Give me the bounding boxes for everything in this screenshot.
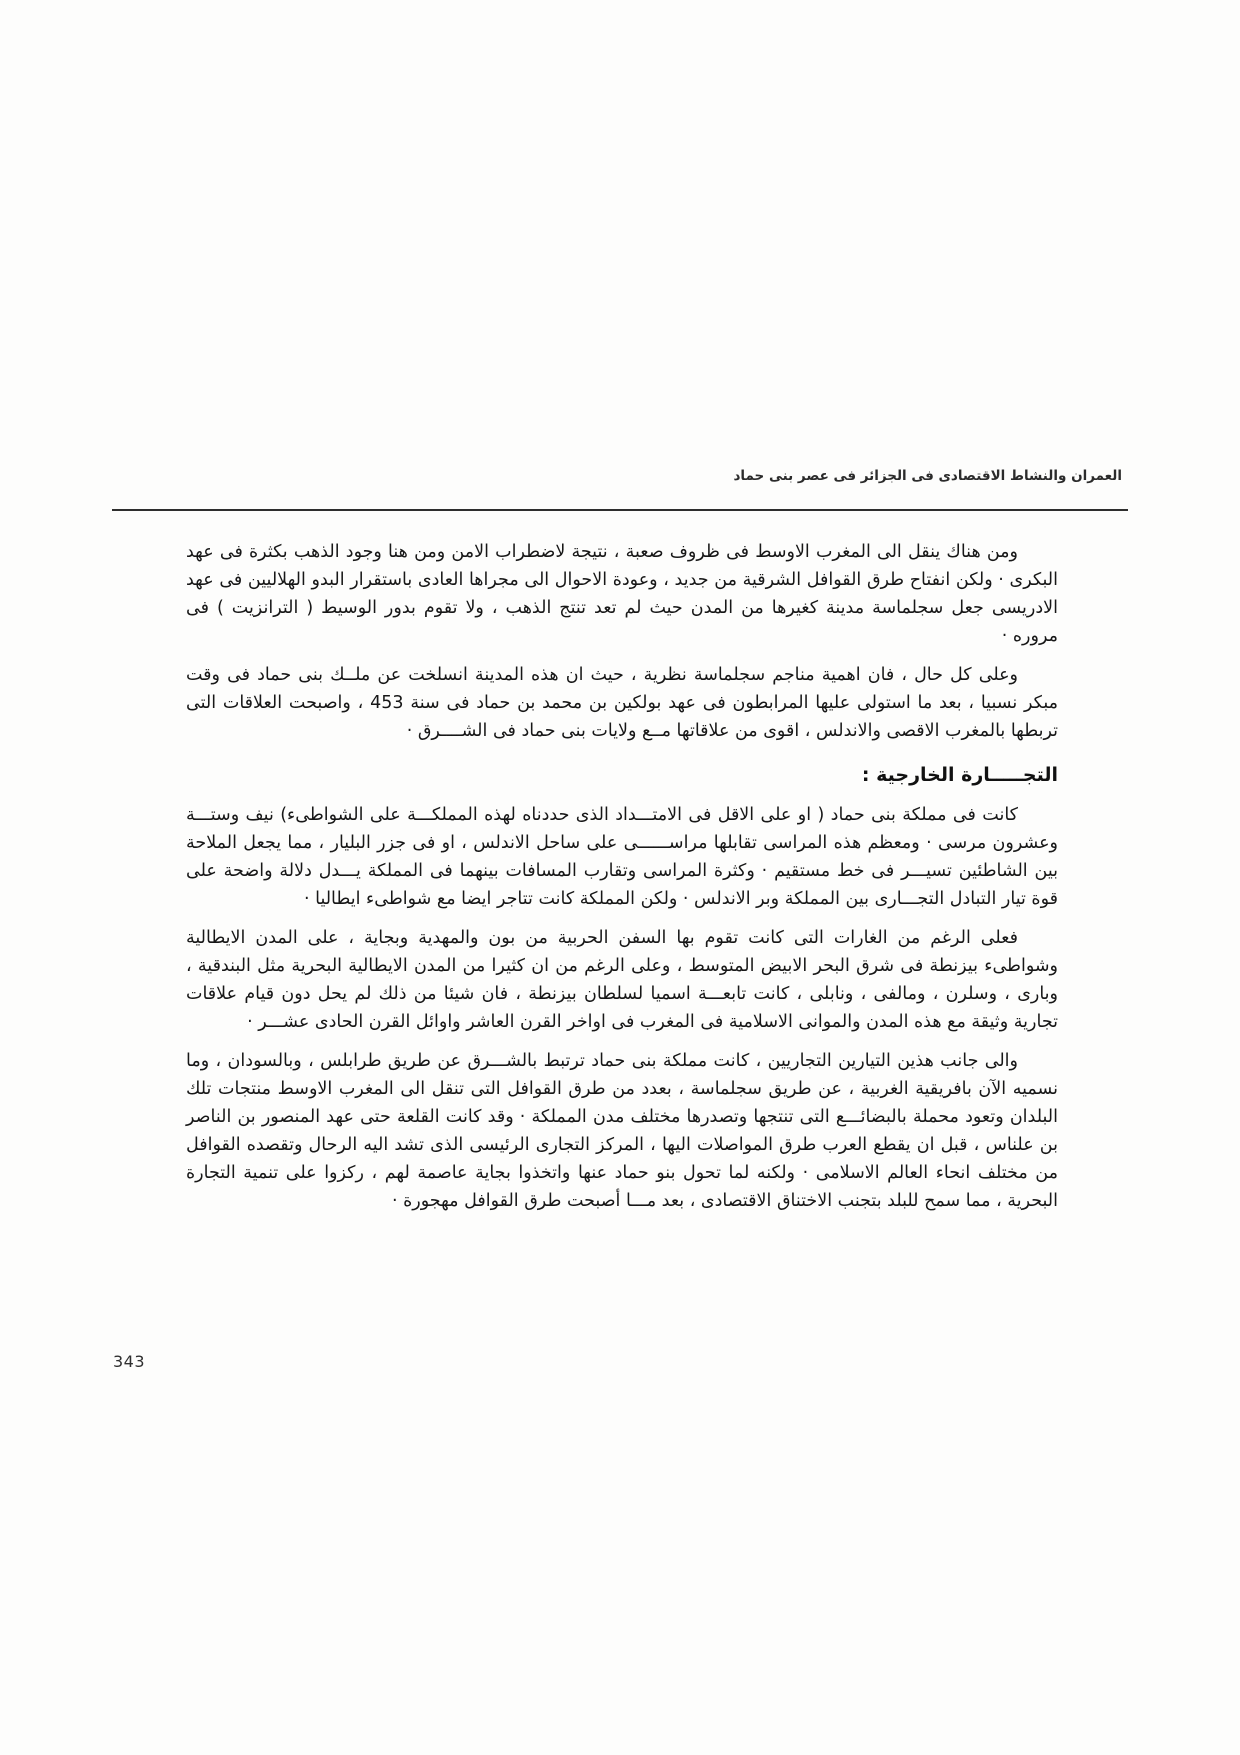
paragraph-3: كانت فى مملكة بنى حماد ( او على الاقل فى الامتـــداد الذى حددناه لهذه المملكـــة على الشواطىء) نيف وستـــة وعشرون مرسى · ومعظم هذه المراسى تقابلها مراســــــى على ساحل الاندلس ، او فى جزر البليار ، مما يجعل الملاحة بين الشاطئين تسيـــر فى خط مستقيم · وكثرة المراسى وتقارب المسافات بينهما فى المملكة يـــدل دلالة واضحة على قوة تيار التبادل التجـــارى بين المملكة وبر الاندلس · ولكن المملكة كانت تتاجر ايضا مع شواطىء ايطاليا · bbox=[186, 805, 1058, 909]
paragraph-5: والى جانب هذين التيارين التجاريين ، كانت مملكة بنى حماد ترتبط بالشـــرق عن طريق طرابلس ، وبالسودان ، وما نسميه الآن بافريقية الغربية ، عن طريق سجلماسة ، بعدد من طرق القوافل التى تنقل الى المغرب الاوسط منتجات تلك البلدان وتعود محملة بالبضائـــع التى تنتجها وتصدرها مختلف مدن المملكة · وقد كانت القلعة حتى عهد المنصور بن الناصر بن علناس ، قبل ان يقطع العرب طرق المواصلات اليها ، المركز التجارى الرئيسى الذى تشد اليه الرحال وتقصده القوافل من مختلف انحاء العالم الاسلامى · ولكنه لما تحول بنو حماد عنها واتخذوا بجاية عاصمة لهم ، ركزوا على تنمية التجارة البحرية ، مما سمح للبلد بتجنب الاختناق الاقتصادى ، بعد مـــا أصبحت طرق القوافل مهجورة · bbox=[186, 1051, 1058, 1211]
running-head: العمران والنشاط الاقتصادى فى الجزائر فى عصر بنى حماد bbox=[733, 468, 1122, 484]
header-rule bbox=[112, 509, 1128, 511]
paragraph-4: فعلى الرغم من الغارات التى كانت تقوم بها السفن الحربية من بون والمهدية وبجاية ، على المدن الايطالية وشواطىء بيزنطة فى شرق البحر الابيض المتوسط ، وعلى الرغم من ان كثيرا من المدن الايطالية البحرية مثل البندقية ، وبارى ، وسلرن ، ومالفى ، ونابلى ، كانت تابعـــة اسميا لسلطان بيزنطة ، فان شيئا من ذلك لم يحل دون قيام علاقات تجارية وثيقة مع هذه المدن والموانى الاسلامية فى المغرب فى اواخر القرن العاشر واوائل القرن الحادى عشـــر · bbox=[186, 928, 1058, 1032]
page-number: 343 bbox=[113, 1352, 146, 1371]
section-heading-foreign-trade: التجـــــارة الخارجية : bbox=[861, 764, 1058, 786]
paragraph-1: ومن هناك ينقل الى المغرب الاوسط فى ظروف صعبة ، نتيجة لاضطراب الامن ومن هنا وجود الذهب بكثرة فى عهد البكرى · ولكن انفتاح طرق القوافل الشرقية من جديد ، وعودة الاحوال الى مجراها العادى باستقرار البدو الهلاليين فى عهد الادريسى جعل سجلماسة مدينة كغيرها من المدن حيث لم تعد تنتج الذهب ، ولا تقوم بدور الوسيط ( الترانزيت ) فى مروره · bbox=[186, 542, 1058, 646]
page-body bbox=[186, 538, 1058, 1226]
paragraph-2: وعلى كل حال ، فان اهمية مناجم سجلماسة نظرية ، حيث ان هذه المدينة انسلخت عن ملــك بنى حماد فى وقت مبكر نسبيا ، بعد ما استولى عليها المرابطون فى عهد بولكين بن محمد بن حماد فى سنة 453 ، واصبحت العلاقات التى تربطها بالمغرب الاقصى والاندلس ، اقوى من علاقاتها مــع ولايات بنى حماد فى الشــــرق · bbox=[186, 665, 1058, 741]
